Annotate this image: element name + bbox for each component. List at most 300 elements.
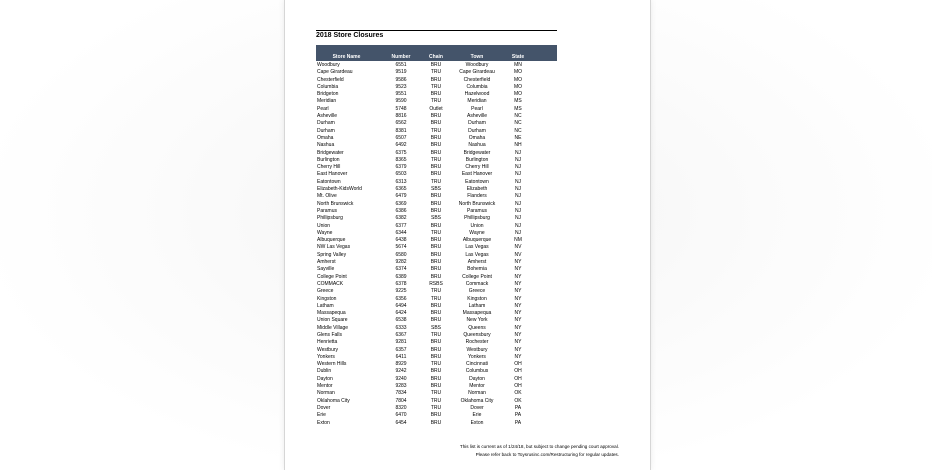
- chain-cell: TRU: [430, 404, 442, 411]
- number-cell: 6538: [395, 317, 407, 324]
- state-cell: NH: [514, 142, 522, 149]
- number-cell: 6375: [395, 149, 407, 156]
- store-name-cell: Union Square: [317, 317, 348, 324]
- state-cell: NV: [514, 244, 522, 251]
- number-cell: 9551: [395, 91, 407, 98]
- number-cell: 6438: [395, 237, 407, 244]
- state-cell: NJ: [514, 215, 522, 222]
- table-row: [316, 274, 557, 281]
- town-cell: Latham: [468, 302, 486, 309]
- number-cell: 6344: [395, 229, 407, 236]
- state-cell: NY: [514, 353, 522, 360]
- town-cell: Phillipsburg: [464, 215, 490, 222]
- table-row: [316, 252, 557, 259]
- state-cell: OK: [514, 390, 522, 397]
- table-row: [316, 296, 557, 303]
- store-name-cell: Glens Falls: [317, 331, 343, 338]
- state-cell: NJ: [514, 229, 522, 236]
- store-name-cell: Exton: [317, 419, 330, 426]
- state-cell: NJ: [514, 186, 522, 193]
- store-name-cell: Kingston: [317, 295, 337, 302]
- store-name-cell: Spring Valley: [317, 251, 347, 258]
- chain-cell: TRU: [430, 69, 442, 76]
- town-cell: Queensbury: [463, 331, 491, 338]
- table-row: [316, 77, 557, 84]
- table-row: [316, 405, 557, 412]
- town-cell: Massapequa: [462, 310, 492, 317]
- table-row: [316, 310, 557, 317]
- chain-cell: BRU: [430, 317, 442, 324]
- table-row: [316, 157, 557, 164]
- chain-cell: BRU: [430, 237, 442, 244]
- state-cell: PA: [514, 419, 522, 426]
- store-name-cell: Asheville: [317, 113, 338, 120]
- town-cell: New York: [466, 317, 488, 324]
- state-cell: NC: [514, 127, 522, 134]
- state-cell: NE: [514, 134, 522, 141]
- store-name-cell: Sayville: [317, 266, 335, 273]
- town-cell: Las Vegas: [465, 251, 489, 258]
- chain-cell: BRU: [430, 302, 442, 309]
- chain-cell: TRU: [430, 361, 442, 368]
- chain-cell: BRU: [430, 76, 442, 83]
- number-cell: 9523: [395, 83, 407, 90]
- town-cell: College Point: [462, 273, 492, 280]
- town-cell: Norman: [468, 390, 486, 397]
- number-cell: 9519: [395, 69, 407, 76]
- table-row: [316, 332, 557, 339]
- town-cell: Burlington: [465, 156, 489, 163]
- store-name-cell: Omaha: [317, 134, 334, 141]
- state-cell: NY: [514, 324, 522, 331]
- chain-cell: BRU: [430, 383, 442, 390]
- town-cell: Cincinnati: [466, 361, 488, 368]
- number-cell: 8929: [395, 361, 407, 368]
- number-cell: 6378: [395, 280, 407, 287]
- table-row: [316, 179, 557, 186]
- number-cell: 8365: [395, 156, 407, 163]
- town-cell: Greece: [468, 288, 486, 295]
- store-name-cell: Bridgewater: [317, 149, 344, 156]
- chain-cell: BRU: [430, 419, 442, 426]
- chain-cell: SBS: [430, 324, 441, 331]
- table-row: [316, 266, 557, 273]
- town-cell: Meridian: [467, 98, 487, 105]
- number-cell: 9586: [395, 76, 407, 83]
- table-row: [316, 98, 557, 105]
- town-cell: Amherst: [467, 259, 487, 266]
- number-cell: 5674: [395, 244, 407, 251]
- state-cell: MS: [514, 98, 522, 105]
- town-cell: Exton: [470, 419, 484, 426]
- store-name-cell: Columbia: [317, 83, 339, 90]
- store-name-cell: Yonkers: [317, 353, 335, 360]
- store-name-cell: Henrietta: [317, 339, 338, 346]
- town-cell: Las Vegas: [465, 244, 489, 251]
- store-name-cell: Dover: [317, 404, 331, 411]
- document-page: [284, 0, 651, 470]
- chain-cell: BRU: [430, 193, 442, 200]
- store-name-cell: Albuquerque: [317, 237, 346, 244]
- state-cell: PA: [514, 412, 522, 419]
- number-cell: 6411: [395, 353, 407, 360]
- number-cell: 8381: [395, 127, 407, 134]
- footnote-line-2: Please refer back to Toysrusinc.com/Restructuring for regular updates.: [475, 452, 619, 457]
- number-cell: 6507: [395, 134, 407, 141]
- chain-cell: BRU: [430, 164, 442, 171]
- table-row: [316, 223, 557, 230]
- table-row: [316, 281, 557, 288]
- number-cell: 6454: [395, 419, 407, 426]
- table-row: [316, 368, 557, 375]
- table-row: [316, 106, 557, 113]
- state-cell: OH: [514, 383, 522, 390]
- state-cell: NJ: [514, 171, 522, 178]
- table-row: [316, 69, 557, 76]
- state-cell: NJ: [514, 193, 522, 200]
- town-cell: Westbury: [466, 346, 488, 353]
- store-name-cell: Durham: [317, 127, 335, 134]
- number-cell: 6379: [395, 164, 407, 171]
- state-cell: OH: [514, 375, 522, 382]
- town-cell: East Hanover: [461, 171, 493, 178]
- chain-cell: BRU: [430, 346, 442, 353]
- state-cell: MO: [513, 76, 523, 83]
- header-store-name: Store Name: [332, 54, 361, 60]
- state-cell: MO: [513, 69, 523, 76]
- state-cell: NJ: [514, 156, 522, 163]
- table-row: [316, 317, 557, 324]
- chain-cell: BRU: [430, 353, 442, 360]
- state-cell: NY: [514, 302, 522, 309]
- table-row: [316, 398, 557, 405]
- chain-cell: TRU: [430, 127, 442, 134]
- header-state: State: [511, 54, 525, 60]
- chain-cell: TRU: [430, 229, 442, 236]
- state-cell: NY: [514, 295, 522, 302]
- town-cell: Durham: [468, 127, 486, 134]
- town-cell: Bohemia: [467, 266, 487, 273]
- table-row: [316, 208, 557, 215]
- store-name-cell: COMMACK: [317, 280, 344, 287]
- number-cell: 6503: [395, 171, 407, 178]
- town-cell: Dayton: [469, 375, 485, 382]
- chain-cell: TRU: [430, 390, 442, 397]
- store-name-cell: Mt. Olive: [317, 193, 337, 200]
- town-cell: Elizabeth: [466, 186, 488, 193]
- store-name-cell: Durham: [317, 120, 335, 127]
- table-row: [316, 142, 557, 149]
- number-cell: 6333: [395, 324, 407, 331]
- chain-cell: BRU: [430, 149, 442, 156]
- town-cell: Eatontown: [465, 178, 489, 185]
- town-cell: Yonkers: [468, 353, 486, 360]
- table-row: [316, 164, 557, 171]
- town-cell: Bridgewater: [463, 149, 491, 156]
- number-cell: 6492: [395, 142, 407, 149]
- number-cell: 6367: [395, 331, 407, 338]
- number-cell: 6313: [395, 178, 407, 185]
- chain-cell: BRU: [430, 200, 442, 207]
- chain-cell: BRU: [430, 222, 442, 229]
- table-row: [316, 215, 557, 222]
- town-cell: Hazelwood: [464, 91, 490, 98]
- table-row: [316, 113, 557, 120]
- store-name-cell: Latham: [317, 302, 334, 309]
- state-cell: PA: [514, 404, 522, 411]
- table-row: [316, 135, 557, 142]
- store-name-cell: Western Hills: [317, 361, 347, 368]
- number-cell: 6357: [395, 346, 407, 353]
- store-name-cell: College Point: [317, 273, 347, 280]
- chain-cell: BRU: [430, 142, 442, 149]
- table-row: [316, 390, 557, 397]
- chain-cell: BRU: [430, 368, 442, 375]
- town-cell: Columbus: [465, 368, 489, 375]
- chain-cell: BRU: [430, 207, 442, 214]
- town-cell: Paramus: [466, 207, 487, 214]
- state-cell: NJ: [514, 164, 522, 171]
- table-row: [316, 354, 557, 361]
- state-cell: NY: [514, 317, 522, 324]
- state-cell: NJ: [514, 178, 522, 185]
- table-row: [316, 128, 557, 135]
- state-cell: MS: [514, 105, 522, 112]
- state-cell: OH: [514, 361, 522, 368]
- state-cell: NY: [514, 346, 522, 353]
- store-name-cell: Burlington: [317, 156, 340, 163]
- state-cell: NJ: [514, 200, 522, 207]
- chain-cell: BRU: [430, 412, 442, 419]
- state-cell: NC: [514, 120, 522, 127]
- table-row: [316, 237, 557, 244]
- store-name-cell: Elizabeth-KidsWorld: [317, 186, 362, 193]
- table-row: [316, 244, 557, 251]
- chain-cell: TRU: [430, 156, 442, 163]
- chain-cell: BRU: [430, 251, 442, 258]
- state-cell: MN: [514, 62, 522, 68]
- state-cell: NY: [514, 288, 522, 295]
- number-cell: 6470: [395, 412, 407, 419]
- store-name-cell: Union: [317, 222, 331, 229]
- number-cell: 8320: [395, 404, 407, 411]
- footnote-line-1: This list is current as of 1/24/18, but subject to change pending court approval.: [459, 444, 619, 449]
- chain-cell: BRU: [430, 91, 442, 98]
- chain-cell: TRU: [430, 98, 442, 105]
- town-cell: Durham: [468, 120, 486, 127]
- number-cell: 6386: [395, 207, 407, 214]
- town-cell: Kingston: [467, 295, 487, 302]
- chain-cell: SBS: [430, 215, 441, 222]
- store-name-cell: Dayton: [317, 375, 333, 382]
- table-row: [316, 303, 557, 310]
- table-row: [316, 193, 557, 200]
- table-row: [316, 120, 557, 127]
- state-cell: NY: [514, 310, 522, 317]
- store-name-cell: Greece: [317, 288, 334, 295]
- number-cell: 6365: [395, 186, 407, 193]
- state-cell: NJ: [514, 222, 522, 229]
- table-row: [316, 339, 557, 346]
- number-cell: 7804: [395, 397, 407, 404]
- store-name-cell: Wayne: [317, 229, 333, 236]
- store-name-cell: Westbury: [317, 346, 339, 353]
- store-name-cell: Phillipsburg: [317, 215, 343, 222]
- town-cell: Rochester: [465, 339, 489, 346]
- number-cell: 6356: [395, 295, 407, 302]
- number-cell: 6562: [395, 120, 407, 127]
- chain-cell: BRU: [430, 134, 442, 141]
- chain-cell: BRU: [430, 113, 442, 120]
- chain-cell: BRU: [430, 266, 442, 273]
- chain-cell: TRU: [430, 295, 442, 302]
- store-name-cell: Woodbury: [317, 62, 340, 68]
- number-cell: 9225: [395, 288, 407, 295]
- state-cell: NV: [514, 251, 522, 258]
- town-cell: Pearl: [471, 105, 483, 112]
- chain-cell: BRU: [430, 171, 442, 178]
- chain-cell: BRU: [430, 310, 442, 317]
- town-cell: North Brunswick: [458, 200, 496, 207]
- state-cell: NY: [514, 280, 522, 287]
- header-town: Town: [470, 54, 484, 60]
- table-row: [316, 412, 557, 419]
- table-row: [316, 150, 557, 157]
- state-cell: NM: [514, 237, 522, 244]
- store-name-cell: Massapequa: [317, 310, 346, 317]
- chain-cell: BRU: [430, 339, 442, 346]
- number-cell: 9281: [395, 339, 407, 346]
- number-cell: 6424: [395, 310, 407, 317]
- town-cell: Chesterfield: [463, 76, 491, 83]
- state-cell: MO: [513, 83, 523, 90]
- number-cell: 9590: [395, 98, 407, 105]
- number-cell: 9282: [395, 259, 407, 266]
- number-cell: 9240: [395, 375, 407, 382]
- chain-cell: TRU: [430, 178, 442, 185]
- number-cell: 6377: [395, 222, 407, 229]
- town-cell: Dover: [470, 404, 484, 411]
- number-cell: 6374: [395, 266, 407, 273]
- number-cell: 7834: [395, 390, 407, 397]
- town-cell: Mentor: [469, 383, 485, 390]
- store-name-cell: Eatontown: [317, 178, 341, 185]
- store-name-cell: North Brunswick: [317, 200, 354, 207]
- table-row: [316, 62, 557, 69]
- table-row: [316, 230, 557, 237]
- number-cell: 6551: [395, 62, 407, 68]
- store-name-cell: Nashua: [317, 142, 335, 149]
- number-cell: 6479: [395, 193, 407, 200]
- chain-cell: BRU: [430, 273, 442, 280]
- table-body: [316, 62, 557, 427]
- number-cell: 6389: [395, 273, 407, 280]
- state-cell: NY: [514, 266, 522, 273]
- store-name-cell: Chesterfield: [317, 76, 344, 83]
- town-cell: Woodbury: [465, 62, 489, 68]
- chain-cell: BRU: [430, 120, 442, 127]
- table-row: [316, 201, 557, 208]
- number-cell: 8816: [395, 113, 407, 120]
- number-cell: 9283: [395, 383, 407, 390]
- store-name-cell: Meridian: [317, 98, 337, 105]
- state-cell: NY: [514, 331, 522, 338]
- table-row: [316, 376, 557, 383]
- town-cell: Queens: [468, 324, 486, 331]
- store-name-cell: NW Las Vegas: [317, 244, 351, 251]
- state-cell: OH: [514, 368, 522, 375]
- town-cell: Cherry Hill: [465, 164, 489, 171]
- chain-cell: RSBS: [429, 280, 443, 287]
- chain-cell: TRU: [430, 397, 442, 404]
- state-cell: NC: [514, 113, 522, 120]
- table-row: [316, 91, 557, 98]
- chain-cell: Outlet: [429, 105, 443, 112]
- store-name-cell: Dublin: [317, 368, 332, 375]
- table-row: [316, 186, 557, 193]
- state-cell: OK: [514, 397, 522, 404]
- table-row: [316, 325, 557, 332]
- town-cell: Commack: [465, 280, 489, 287]
- number-cell: 6494: [395, 302, 407, 309]
- town-cell: Flanders: [467, 193, 487, 200]
- town-cell: Albuquerque: [462, 237, 492, 244]
- town-cell: Asheville: [466, 113, 487, 120]
- state-cell: NJ: [514, 207, 522, 214]
- table-row: [316, 288, 557, 295]
- town-cell: Erie: [472, 412, 482, 419]
- number-cell: 6580: [395, 251, 407, 258]
- table-row: [316, 171, 557, 178]
- table-row: [316, 383, 557, 390]
- town-cell: Cape Girardeau: [459, 69, 495, 76]
- header-number: Number: [391, 54, 411, 60]
- table-row: [316, 84, 557, 91]
- store-name-cell: Cherry Hill: [317, 164, 341, 171]
- town-cell: Omaha: [468, 134, 486, 141]
- footnote: [405, 443, 619, 459]
- chain-cell: BRU: [430, 375, 442, 382]
- state-cell: NJ: [514, 149, 522, 156]
- store-name-cell: Middle Village: [317, 324, 349, 331]
- store-name-cell: Bridgeton: [317, 91, 339, 98]
- store-name-cell: East Hanover: [317, 171, 348, 178]
- chain-cell: SBS: [430, 186, 441, 193]
- state-cell: NY: [514, 259, 522, 266]
- store-name-cell: Erie: [317, 412, 326, 419]
- store-name-cell: Norman: [317, 390, 335, 397]
- chain-cell: TRU: [430, 83, 442, 90]
- town-cell: Oklahoma City: [460, 397, 494, 404]
- state-cell: MO: [513, 91, 523, 98]
- town-cell: Union: [470, 222, 484, 229]
- town-cell: Wayne: [469, 229, 485, 236]
- store-name-cell: Mentor: [317, 383, 333, 390]
- town-cell: Columbia: [466, 83, 488, 90]
- table-row: [316, 259, 557, 266]
- number-cell: 6369: [395, 200, 407, 207]
- chain-cell: BRU: [430, 244, 442, 251]
- town-cell: Nashua: [468, 142, 486, 149]
- table-row: [316, 347, 557, 354]
- document-title: 2018 Store Closures: [316, 30, 557, 39]
- number-cell: 9242: [395, 368, 407, 375]
- chain-cell: BRU: [430, 62, 442, 68]
- store-name-cell: Cape Girardeau: [317, 69, 353, 76]
- number-cell: 6382: [395, 215, 407, 222]
- chain-cell: TRU: [430, 288, 442, 295]
- number-cell: 5748: [395, 105, 407, 112]
